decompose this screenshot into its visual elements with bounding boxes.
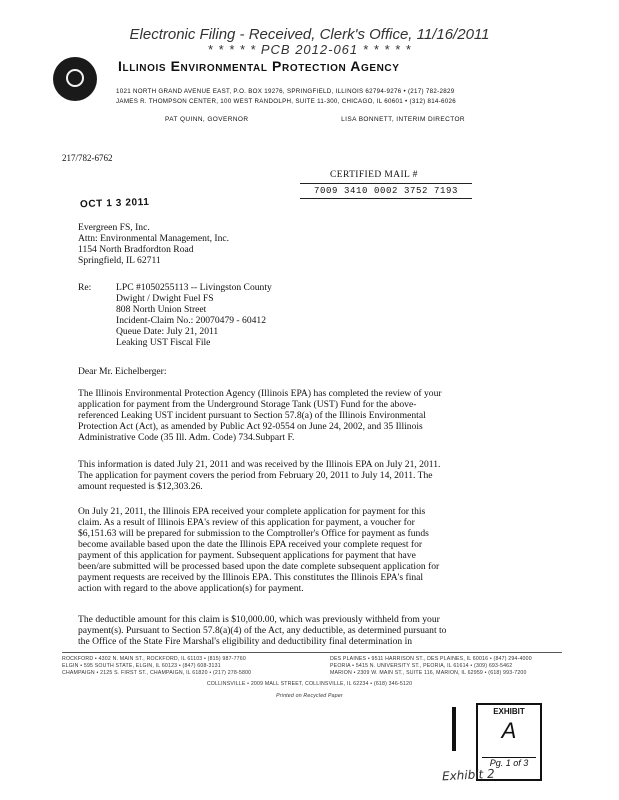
officials-line [165, 116, 465, 123]
exhibit-label: EXHIBIT [493, 707, 525, 716]
paragraph-line: Administrative Code (35 Ill. Adm. Code) 734.Subpart F. [78, 432, 295, 443]
re-line: Incident-Claim No.: 20070479 - 60412 [116, 315, 267, 326]
paragraph-line: referenced Leaking UST incident pursuant to Section 57.8(a) of the Illinois Environmental [78, 410, 426, 421]
exhibit-page: Pg. 1 of 3 [482, 757, 536, 768]
agency-name: Illinois Environmental Protection Agency [118, 58, 400, 74]
footer-office: DES PLAINES • 9511 HARRISON ST., DES PLAINES, IL 60016 • (847) 294-4000 [330, 656, 532, 662]
re-line: 808 North Union Street [116, 304, 207, 315]
footer-office: MARION • 2309 W. MAIN ST., SUITE 116, MARION, IL 62959 • (618) 993-7200 [330, 670, 527, 676]
recipient-line: 1154 North Bradfordton Road [78, 244, 194, 255]
address-line-1: 1021 NORTH GRAND AVENUE EAST, P.O. BOX 19276, SPRINGFIELD, ILLINOIS 62794-9276 • (217) 782-2829 [116, 88, 455, 95]
paragraph-line: The deductible amount for this claim is $10,000.00, which was previously withheld from your [78, 614, 440, 625]
re-line: Queue Date: July 21, 2011 [116, 326, 219, 337]
paragraph-line: $6,151.63 will be prepared for submission to the Comptroller's Office for payment as funds [78, 528, 429, 539]
re-label: Re: [78, 282, 92, 293]
paragraph-line: The Illinois Environmental Protection Agency (Illinois EPA) has completed the review of your [78, 388, 442, 399]
footer-offices-left [62, 656, 251, 677]
salutation: Dear Mr. Eichelberger: [78, 366, 167, 377]
footer-office-center: COLLINSVILLE • 2009 MALL STREET, COLLINSVILLE, IL 62234 • (618) 346-5120 [206, 681, 413, 687]
paragraph-line: been/are submitted will be processed based upon the date complete subsequent application for [78, 561, 440, 572]
re-line: LPC #1050255113 -- Livingston County [116, 282, 272, 293]
phone-number: 217/782-6762 [62, 153, 113, 163]
paragraph-line: the Office of the State Fire Marshal's eligibility and deductibility final determination in [78, 636, 413, 647]
paragraph-line: This information is dated July 21, 2011 and was received by the Illinois EPA on July 21, 2011. [78, 459, 441, 470]
paragraph-line: action with regard to the above application(s) for payment. [78, 583, 304, 594]
paragraph-line: payment of this application for payment. Subsequent applications for payment that have [78, 550, 416, 561]
footer-offices-right [330, 656, 532, 677]
paragraph-1 [78, 388, 442, 443]
footer-office: PEORIA • 5415 N. UNIVERSITY ST., PEORIA, IL 61614 • (309) 693-5462 [330, 663, 513, 669]
governor: PAT QUINN, GOVERNOR [165, 116, 249, 123]
footer-divider [62, 652, 562, 653]
footer-office: ROCKFORD • 4302 N. MAIN ST., ROCKFORD, IL 61103 • (815) 987-7760 [62, 656, 246, 662]
certified-mail-number: 7009 3410 0002 3752 7193 [300, 183, 472, 199]
paragraph-line: The application for payment covers the period from February 20, 2011 to July 14, 2011. The [78, 470, 433, 481]
paragraph-2 [78, 459, 440, 492]
paragraph-line: become available based upon the date the Illinois EPA received your complete request for [78, 539, 423, 550]
recipient-address [78, 222, 229, 266]
paragraph-3 [78, 506, 439, 594]
re-line: Dwight / Dwight Fuel FS [116, 293, 214, 304]
re-line: Leaking UST Fiscal File [116, 337, 211, 348]
paragraph-line: payment requests are received by the Illinois EPA. This constitutes the Illinois EPA's final [78, 572, 424, 583]
paragraph-4 [78, 614, 446, 647]
date-stamp: OCT 1 3 2011 [79, 196, 150, 211]
handwritten-note: Exhibit 2 [441, 766, 496, 784]
exhibit-letter: A [501, 718, 517, 743]
address-line-2: JAMES R. THOMPSON CENTER, 100 WEST RANDOLPH, SUITE 11-300, CHICAGO, IL 60601 • (312) 814-6026 [116, 98, 457, 105]
paragraph-line: payment(s). Pursuant to Section 57.8(a)(4) of the Act, any deductible, as determined pursuant to [78, 625, 447, 636]
illinois-seal-icon [53, 57, 97, 101]
footer-office: CHAMPAIGN • 2125 S. FIRST ST., CHAMPAIGN, IL 61820 • (217) 278-5800 [62, 670, 252, 676]
filing-stamp-line1: Electronic Filing - Received, Clerk's Office, 11/16/2011 [129, 26, 490, 43]
exhibit-tab-mark [452, 707, 456, 751]
certified-mail-label: CERTIFIED MAIL # [330, 170, 418, 180]
paragraph-line: amount requested is $12,303.26. [78, 481, 203, 492]
re-block [116, 282, 272, 348]
paragraph-line: Protection Act (Act), as amended by Public Act 92-0554 on June 24, 2002, and 35 Illinois [78, 421, 423, 432]
recycled-paper-note: Printed on Recycled Paper [276, 693, 343, 699]
footer-office: ELGIN • 595 SOUTH STATE, ELGIN, IL 60123 • (847) 608-3131 [62, 663, 221, 669]
paragraph-line: claim. As a result of Illinois EPA's review of this application for payment, a voucher for [78, 517, 415, 528]
director: LISA BONNETT, INTERIM DIRECTOR [341, 116, 465, 123]
recipient-line: Evergreen FS, Inc. [78, 222, 150, 233]
recipient-line: Attn: Environmental Management, Inc. [78, 233, 230, 244]
filing-stamp-line2: * * * * * PCB 2012-061 * * * * * [207, 42, 412, 57]
paragraph-line: application for payment from the Underground Storage Tank (UST) Fund for the above- [78, 399, 417, 410]
recipient-line: Springfield, IL 62711 [78, 255, 161, 266]
paragraph-line: On July 21, 2011, the Illinois EPA received your complete application for payment for this [78, 506, 426, 517]
